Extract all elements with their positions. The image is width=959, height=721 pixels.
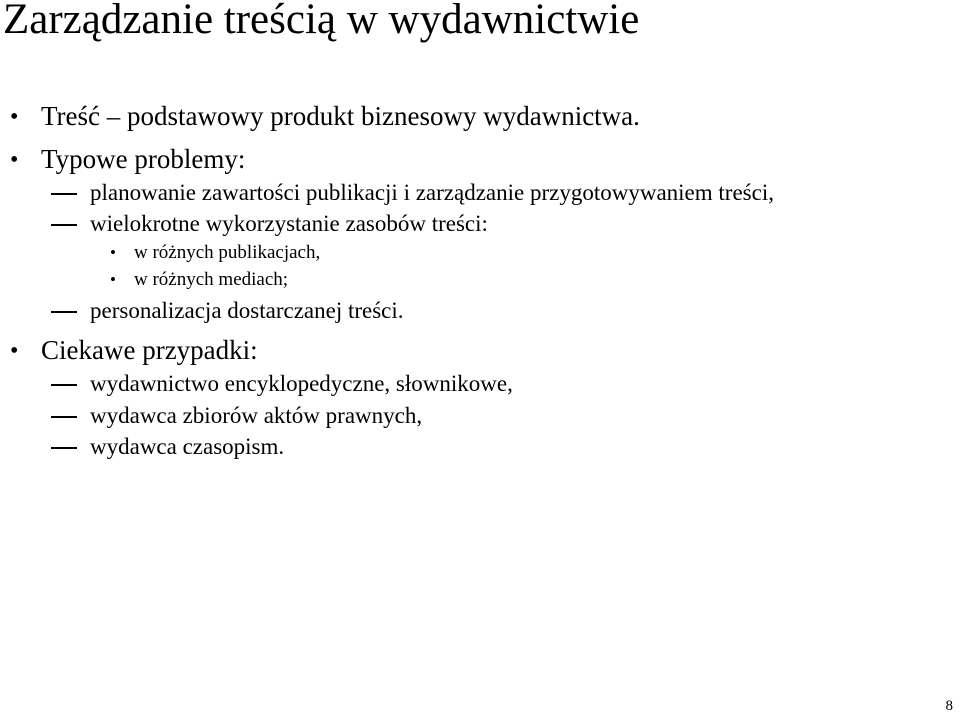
dash-marker [51, 311, 77, 313]
bullet-marker: • [110, 243, 116, 262]
bullet-text: Ciekawe przypadki: [41, 335, 258, 365]
dash-marker [51, 447, 77, 449]
bullet-marker: • [10, 147, 19, 173]
bullet-marker: • [110, 270, 116, 289]
bullet-text: Treść – podstawowy produkt biznesowy wydawnictwa. [41, 101, 640, 131]
bullet-text: wydawca zbiorów aktów prawnych, [90, 403, 423, 428]
bullet-text: planowanie zawartości publikacji i zarządzanie przygotowywaniem treści, [90, 180, 774, 205]
bullet-text: personalizacja dostarczanej treści. [90, 298, 404, 323]
bullet-marker: • [10, 338, 19, 364]
bullet-text: Typowe problemy: [41, 144, 246, 174]
dash-marker [51, 224, 77, 226]
bullet-text: wielokrotne wykorzystanie zasobów treści: [90, 211, 488, 236]
bullet-text: wydawnictwo encyklopedyczne, słownikowe, [90, 371, 513, 396]
slide-title: Zarządzanie treścią w wydawnictwie [3, 0, 640, 43]
page-number: 8 [945, 698, 953, 714]
bullet-marker: • [10, 104, 19, 130]
dash-marker [51, 416, 77, 418]
bullet-text: wydawca czasopism. [90, 434, 285, 459]
dash-marker [51, 384, 77, 386]
bullet-text: w różnych mediach; [134, 269, 289, 290]
dash-marker [51, 193, 77, 195]
bullet-text: w różnych publikacjach, [134, 242, 321, 263]
